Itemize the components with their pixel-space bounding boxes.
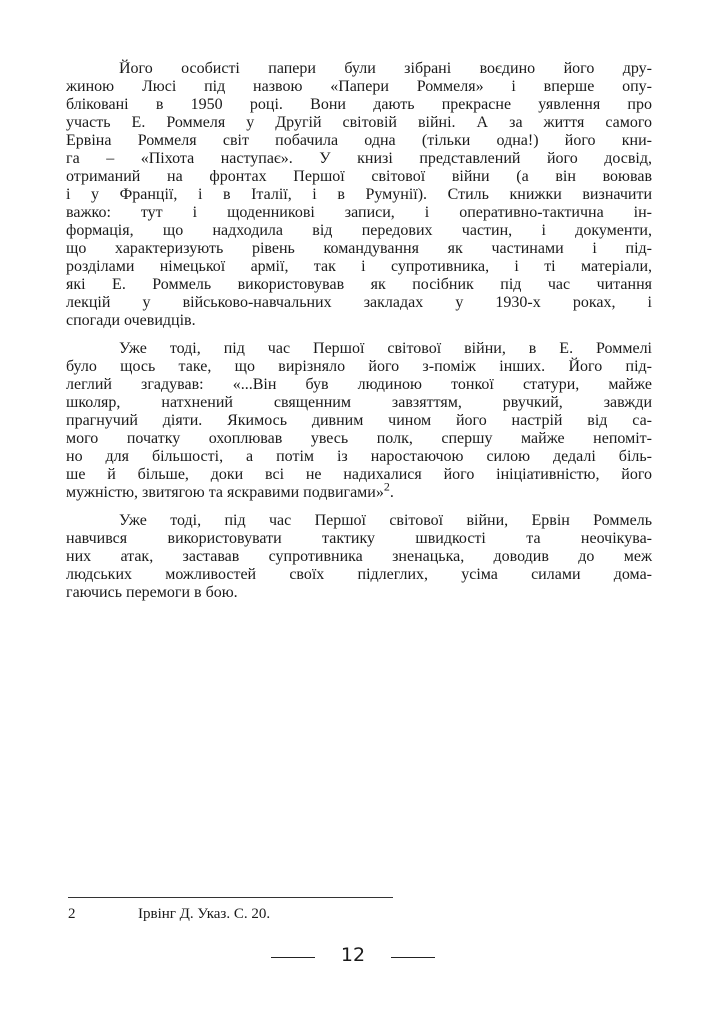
text-line: розділами німецької армії, так і супротивника, і ті матеріали, (66, 258, 652, 275)
text-line: га – «Піхота наступає». У книзі представлений його досвід, (66, 150, 652, 167)
paragraph-1 (66, 60, 652, 330)
paragraph-3 (66, 512, 652, 602)
text-line: бліковані в 1950 році. Вони дають прекрасне уявлення про (66, 96, 652, 113)
text-line (66, 479, 652, 502)
text-line: гаючись перемоги в бою. (66, 584, 238, 601)
footnote-reference[interactable]: 2 (383, 479, 390, 494)
text-line: отриманий на фронтах Першої світової війни (а він воював (66, 168, 652, 185)
text-line: було щось таке, що вирізняло його з-поміж інших. Його під- (66, 358, 652, 375)
page-number-footer (0, 944, 706, 966)
page-body (66, 60, 652, 612)
text-line: і у Франції, і в Італії, і в Румунії). Стиль книжки визначити (66, 186, 652, 203)
text-line: Ервіна Роммеля світ побачила одна (тільки одна!) його кни- (66, 132, 652, 149)
trailing-punctuation: . (389, 484, 394, 501)
text-line: які Е. Роммель використовував як посібник під час читання (66, 276, 652, 293)
text-line: жиною Люсі під назвою «Папери Роммеля» і вперше опу- (66, 78, 652, 95)
text-line: лекцій у військово-навчальних закладах у 1930-х роках, і (66, 294, 652, 311)
text-line: важко: тут і щоденникові записи, і оперативно-тактична ін- (66, 204, 652, 221)
right-dash-divider (391, 957, 435, 958)
text-line: навчився використовувати тактику швидкості та неочікува- (66, 530, 652, 547)
footnote (68, 906, 270, 923)
text-line: школяр, натхнений священним завзяттям, рвучкий, завжди (66, 394, 652, 411)
text-line: них атак, заставав супротивника зненацька, доводив до меж (66, 548, 652, 565)
text-line: участь Е. Роммеля у Другій світовій війні. А за життя самого (66, 114, 652, 131)
left-dash-divider (271, 957, 315, 958)
text-line: прагнучий діяти. Якимось дивним чином його настрій від са- (66, 412, 652, 429)
footnote-divider (68, 897, 393, 898)
text-line: спогади очевидців. (66, 312, 196, 329)
footnote-text: Ірвінг Д. Указ. С. 20. (138, 906, 271, 922)
text-line: формація, що надходила від передових частин, і документи, (66, 222, 652, 239)
text-line: мого початку охоплював увесь полк, спершу майже непоміт- (66, 430, 652, 447)
text-line: Уже тоді, під час Першої світової війни, в Е. Роммелі (119, 340, 652, 357)
paragraph-2 (66, 340, 652, 502)
text-line: Його особисті папери були зібрані воєдино його дру- (119, 60, 652, 77)
text-line: ше й більше, доки всі не надихалися його ініціативністю, його (66, 466, 652, 483)
page-number: 12 (340, 944, 366, 966)
text-line: що характеризують рівень командування як частинами і під- (66, 240, 652, 257)
footnote-number: 2 (68, 906, 76, 922)
text-line: но для більшості, а потім із наростаючою силою дедалі біль- (66, 448, 652, 465)
text-line: Уже тоді, під час Першої світової війни, Ервін Роммель (119, 512, 652, 529)
text-line: леглий згадував: «...Він був людиною тонкої статури, майже (66, 376, 652, 393)
text-line: людських можливостей своїх підлеглих, усіма силами дома- (66, 566, 652, 583)
quote-end-text: мужністю, звитягою та яскравими подвигами» (66, 484, 384, 501)
